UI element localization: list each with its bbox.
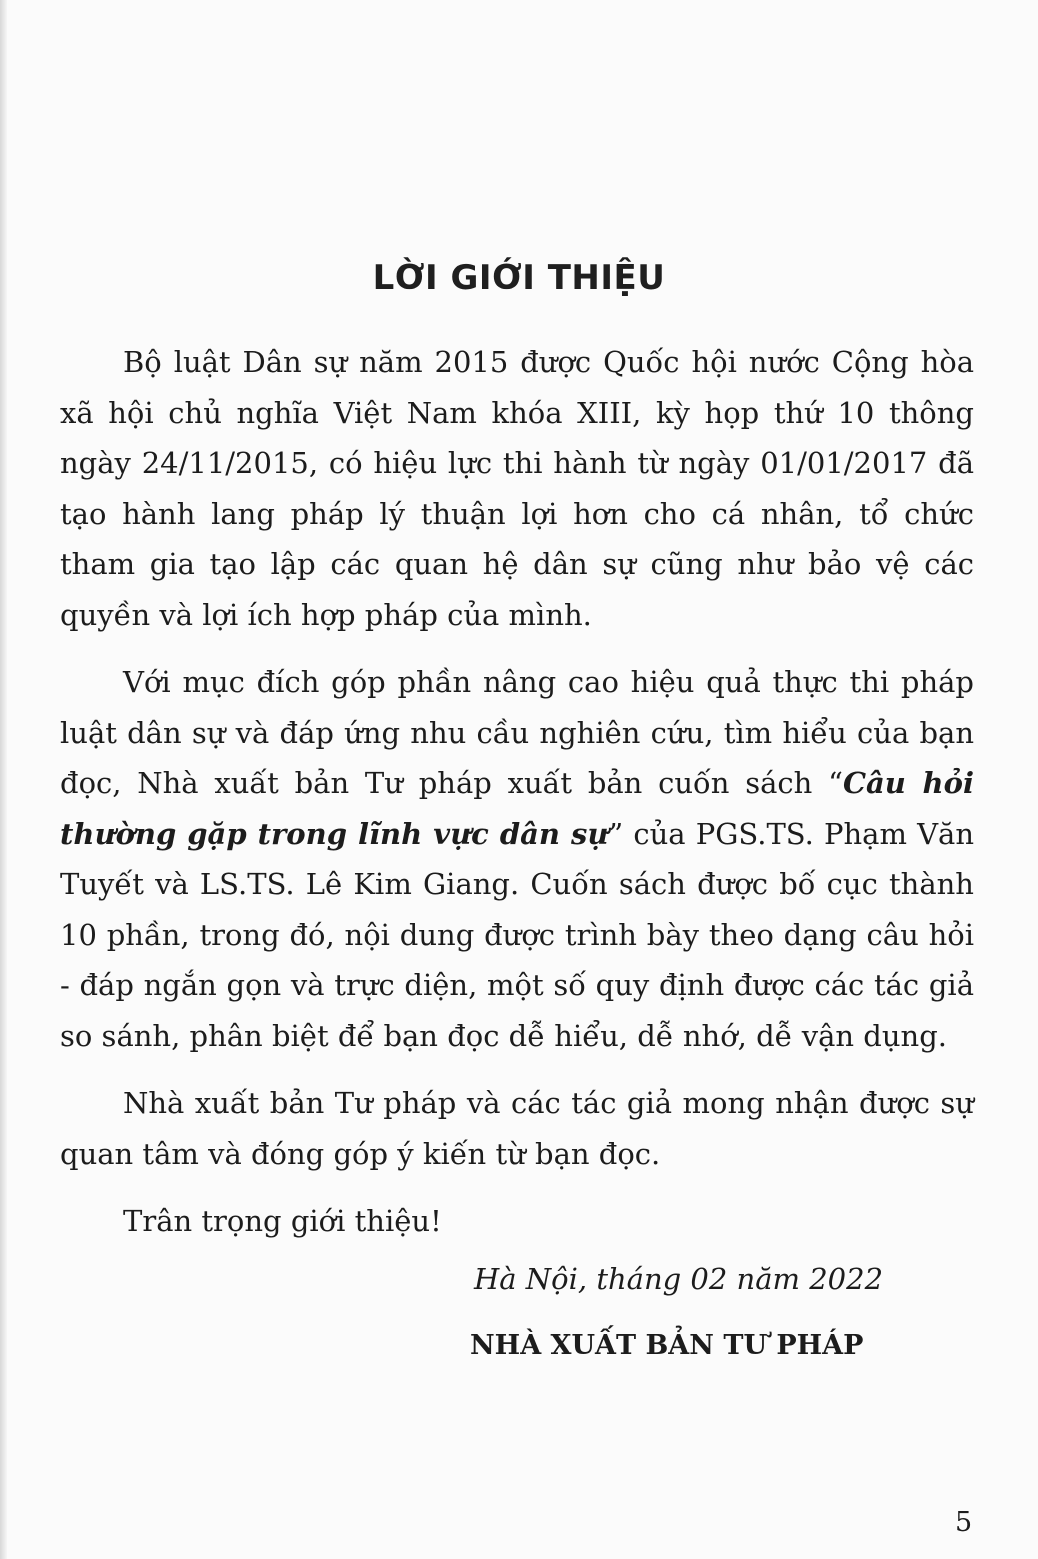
place-date: Hà Nội, tháng 02 năm 2022: [474, 1262, 884, 1296]
paragraph-4: Trân trọng giới thiệu!: [123, 1204, 442, 1238]
page-number: 5: [955, 1507, 973, 1538]
book-title: Câu hỏi thường gặp trong lĩnh vực dân sự: [60, 766, 974, 851]
paragraph-2: [60, 657, 974, 1061]
paragraph-1: Bộ luật Dân sự năm 2015 được Quốc hội nước Cộng hòa xã hội chủ nghĩa Việt Nam khóa XIII, kỳ họp thứ 10 thông ngày 24/11/2015, có hiệu lực thi hành từ ngày 01/01/2017 đã tạo hành lang pháp lý thuận lợi hơn cho cá nhân, tổ chức tham gia tạo lập các quan hệ dân sự cũng như bảo vệ các quyền và lợi ích hợp pháp của mình.: [60, 345, 974, 632]
publisher-signature: NHÀ XUẤT BẢN TƯ PHÁP: [470, 1330, 864, 1361]
paragraph-2-text-before: Với mục đích góp phần nâng cao hiệu quả thực thi pháp luật dân sự và đáp ứng nhu cầu nghiên cứu, tìm hiểu của bạn đọc, Nhà xuất bản Tư pháp xuất bản cuốn sách “: [60, 665, 974, 800]
page-title: LỜI GIỚI THIỆU: [372, 258, 666, 298]
introduction-body: [60, 337, 974, 1264]
page-binding-edge: [0, 0, 7, 1559]
paragraph-3: Nhà xuất bản Tư pháp và các tác giả mong nhận được sự quan tâm và đóng góp ý kiến từ bạn đọc.: [60, 1086, 974, 1171]
paragraph-2-text-after: ” của PGS.TS. Phạm Văn Tuyết và LS.TS. Lê Kim Giang. Cuốn sách được bố cục thành 10 phần, trong đó, nội dung được trình bày theo dạng câu hỏi - đáp ngắn gọn và trực diện, một số quy định được các tác giả so sánh, phân biệt để bạn đọc dễ hiểu, dễ nhớ, dễ vận dụng.: [60, 816, 974, 1053]
